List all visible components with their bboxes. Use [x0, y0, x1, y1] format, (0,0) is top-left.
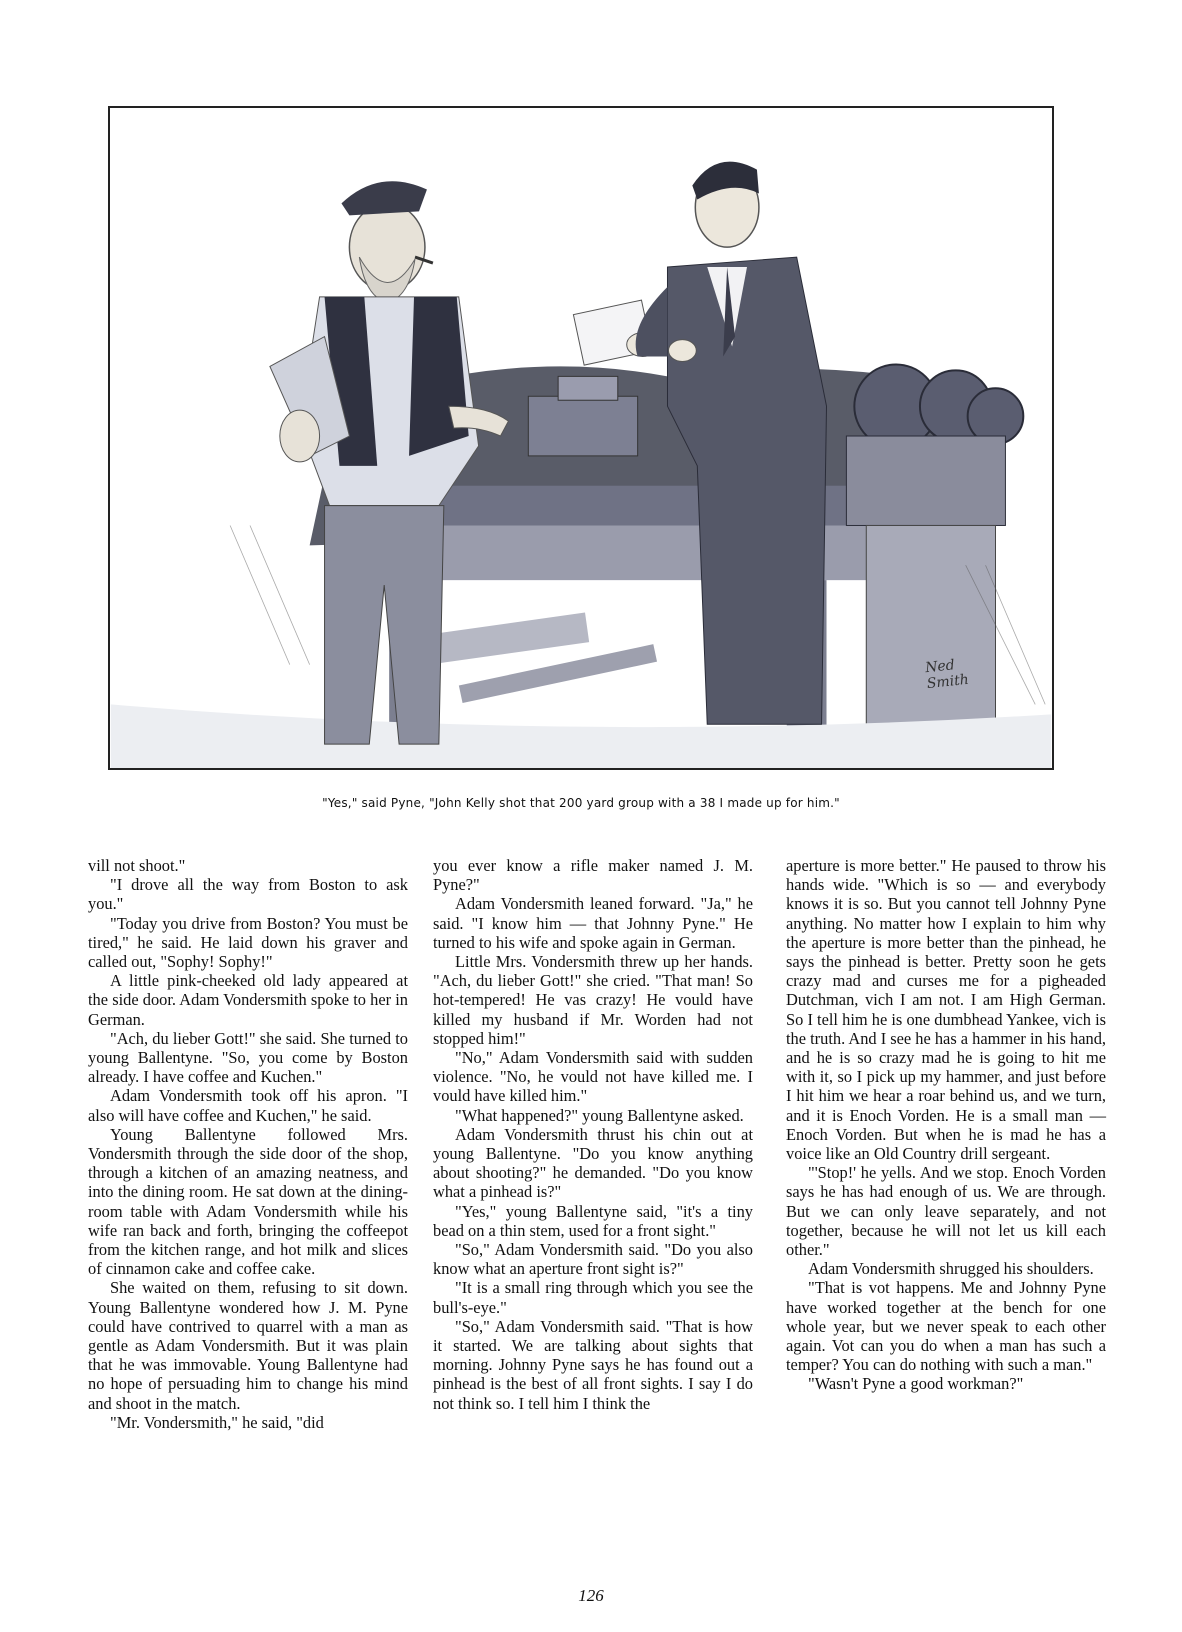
paragraph: "So," Adam Vondersmith said. "That is how it started. We are talking about sights that morning. Johnny Pyne says he has found out a pinhead is the best of all front sights. I say I do not think so. I tell him I think the — [433, 1316, 753, 1413]
paragraph: Adam Vondersmith leaned forward. "Ja," he said. "I know him — that Johnny Pyne." He turned to his wife and spoke again in German. — [433, 894, 753, 952]
paragraph: "What happened?" young Ballentyne asked. — [455, 1105, 744, 1125]
paragraph: "I drove all the way from Boston to ask you." — [88, 875, 408, 914]
paragraph: She waited on them, refusing to sit down. Young Ballentyne wondered how J. M. Pyne could have contrived to quarrel with a man as gentle as Adam Vondersmith. But it was plain that he was immovable. Young Ballentyne had no hope of persuading him to change his mind and shoot in the match. — [88, 1278, 408, 1413]
artist-signature: Ned Smith — [924, 657, 970, 693]
paragraph: "No," Adam Vondersmith said with sudden violence. "No, he vould not have killed me. I vould have killed him." — [433, 1048, 753, 1106]
paragraph: "'Stop!' he yells. And we stop. Enoch Vorden says he has had enough of us. We are through. But we can only leave separately, and not together, because he will not let us kill each other." — [786, 1163, 1106, 1260]
paragraph: Adam Vondersmith shrugged his shoulders. — [808, 1259, 1094, 1279]
paragraph: you ever know a rifle maker named J. M. Pyne?" — [433, 856, 753, 895]
paragraph: "Mr. Vondersmith," he said, "did — [110, 1412, 324, 1432]
paragraph: Young Ballentyne followed Mrs. Vondersmith through the side door of the shop, through a kitchen of an amazing neatness, and into the dining room. He sat down at the dining-room table with Adam Vondersmith while his wife ran back and forth, bringing the coffeepot from the kitchen range, and hot milk and slices of cinnamon cake and coffee cake. — [88, 1124, 408, 1279]
paragraph: "It is a small ring through which you see the bull's-eye." — [433, 1278, 753, 1317]
text-column-3 — [786, 856, 1106, 1394]
paragraph: Little Mrs. Vondersmith threw up her hands. "Ach, du lieber Gott!" she cried. "That man! So hot-tempered! He vas crazy! He vould have killed my husband if Mr. Worden had not stopped him!" — [433, 952, 753, 1048]
illustration — [108, 106, 1054, 770]
illustration-caption: "Yes," said Pyne, "John Kelly shot that 200 yard group with a 38 I made up for him." — [322, 796, 840, 810]
paragraph: "Today you drive from Boston? You must be tired," he said. He laid down his graver and called out, "Sophy! Sophy!" — [88, 913, 408, 972]
paragraph: "Ach, du lieber Gott!" she said. She turned to young Ballentyne. "So, you come by Boston already. I have coffee and Kuchen." — [88, 1028, 408, 1087]
page-number: 126 — [578, 1586, 604, 1605]
paragraph: Adam Vondersmith took off his apron. "I also will have coffee and Kuchen," he said. — [88, 1086, 408, 1125]
text-column-2 — [433, 856, 753, 1413]
paragraph: vill not shoot." — [88, 856, 186, 875]
paragraph: "That is vot happens. Me and Johnny Pyne have worked together at the bench for one whole year, but we never speak to each other again. Vot can you do when a man has such a temper? You can do nothing with such a man." — [786, 1278, 1106, 1375]
paragraph: A little pink-cheeked old lady appeared at the side door. Adam Vondersmith spoke to her in German. — [88, 971, 408, 1029]
paragraph: "Yes," young Ballentyne said, "it's a tiny bead on a thin stem, used for a front sight." — [433, 1201, 753, 1240]
paragraph: aperture is more better." He paused to throw his hands wide. "Which is so — and everybody knows it is so. But you cannot tell Johnny Pyne anything. No matter how I explain to him why the aperture is more better than the pinhead, he says the pinhead is better. Pretty soon he gets crazy mad and curses me for a pigheaded Dutchman, vich I am not. I am High German. So I tell him he is one dumbhead Yankee, vich is the truth. And I see he has a hammer in his hand, and he is so crazy mad he is going to hit me with it, so I pick up my hammer, and just before I hit him we hear a roar behind us, and we turn, and it is Enoch Vorden. He is a small man — Enoch Vorden. But when he is mad he has a voice like an Old Country drill sergeant. — [786, 856, 1106, 1164]
paragraph: "Wasn't Pyne a good workman?" — [808, 1374, 1024, 1394]
illustration-drawing — [110, 108, 1052, 768]
paragraph: Adam Vondersmith thrust his chin out at young Ballentyne. "Do you know anything about shooting?" he demanded. "Do you know what a pinhead is?" — [433, 1124, 753, 1202]
text-column-1 — [88, 856, 408, 1432]
paragraph: "So," Adam Vondersmith said. "Do you also know what an aperture front sight is?" — [433, 1240, 753, 1279]
